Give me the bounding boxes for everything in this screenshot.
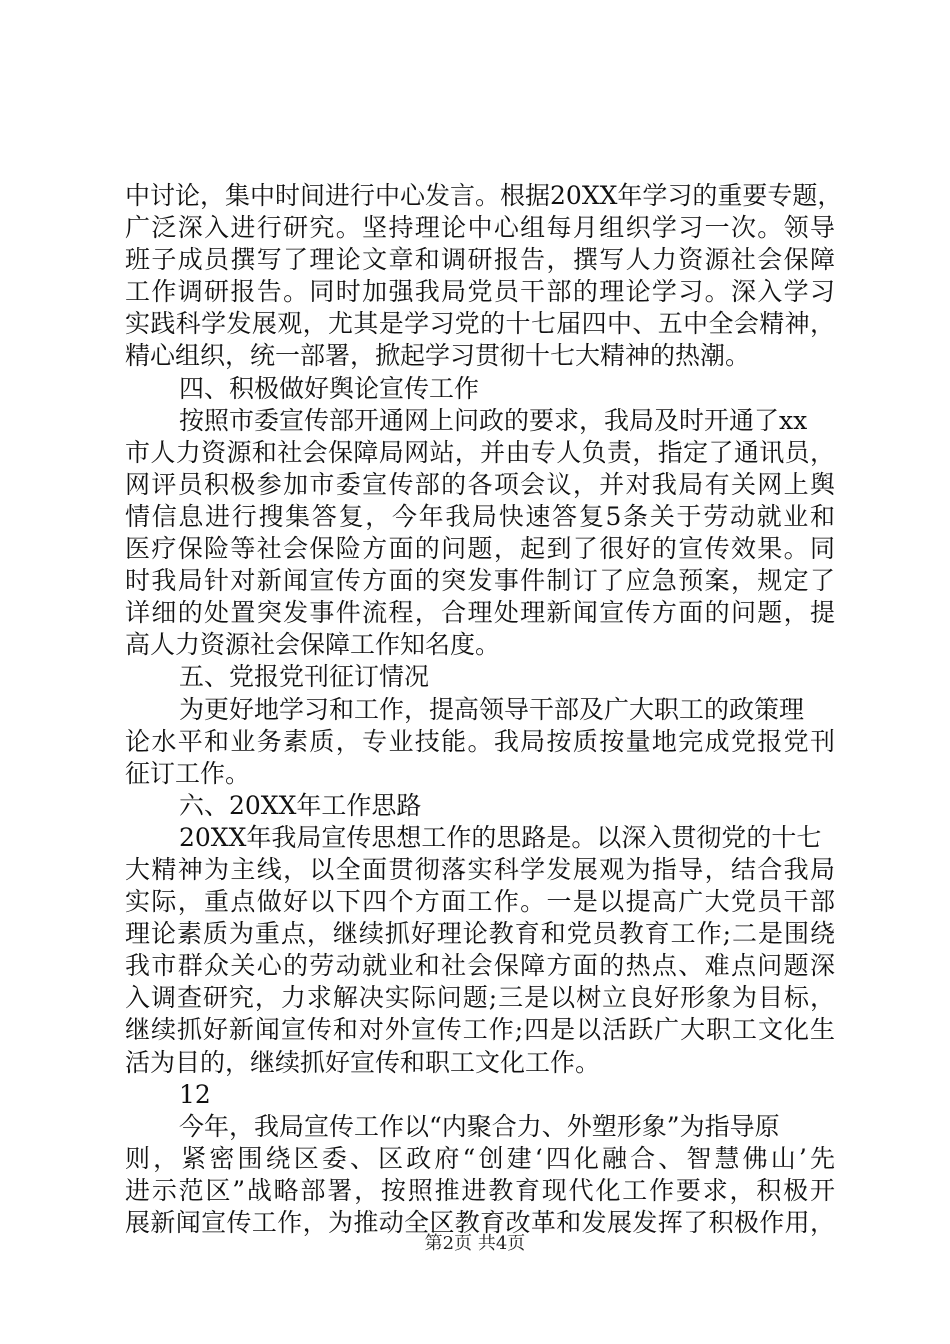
text-line: 广泛深入进行研究。坚持理论中心组每月组织学习一次。领导	[125, 213, 835, 243]
text-line: 高人力资源社会保障工作知名度。	[125, 630, 501, 660]
text-line: 班子成员撰写了理论文章和调研报告，撰写人力资源社会保障	[125, 245, 835, 275]
text-line: 则，紧密围绕区委、区政府“创建‘四化融合、智慧佛山’先	[125, 1143, 835, 1173]
text-line: 为更好地学习和工作，提高领导干部及广大职工的政策理	[179, 694, 805, 724]
text-line: 论水平和业务素质，专业技能。我局按质按量地完成党报党刊	[125, 726, 835, 756]
text-line: 入调查研究，力求解决实际问题;三是以树立良好形象为目标，	[125, 983, 835, 1013]
text-line: 实际，重点做好以下四个方面工作。一是以提高广大党员干部	[125, 887, 835, 917]
text-line: 我市群众关心的劳动就业和社会保障方面的热点、难点问题深	[125, 951, 835, 981]
text-line: 继续抓好新闻宣传和对外宣传工作;四是以活跃广大职工文化生	[125, 1015, 835, 1045]
text-line: 活为目的，继续抓好宣传和职工文化工作。	[125, 1047, 601, 1077]
paragraph-number: 12	[179, 1079, 211, 1109]
text-line: 情信息进行搜集答复，今年我局快速答复5条关于劳动就业和	[125, 501, 835, 531]
text-line: 精心组织，统一部署，掀起学习贯彻十七大精神的热潮。	[125, 341, 751, 371]
text-line: 医疗保险等社会保险方面的问题，起到了很好的宣传效果。同	[125, 534, 835, 564]
text-line: 展新闻宣传工作，为推动全区教育改革和发展发挥了积极作用，	[125, 1208, 835, 1237]
section-heading: 四、积极做好舆论宣传工作	[179, 373, 480, 403]
page-footer: 第2页 共4页	[424, 1233, 526, 1254]
document-body	[125, 180, 843, 1239]
text-line: 工作调研报告。同时加强我局党员干部的理论学习。深入学习	[125, 277, 835, 307]
text-line: 实践科学发展观，尤其是学习党的十七届四中、五中全会精神，	[125, 309, 835, 339]
text-line: 网评员积极参加市委宣传部的各项会议，并对我局有关网上舆	[125, 469, 835, 499]
text-line: 按照市委宣传部开通网上问政的要求，我局及时开通了xx	[179, 405, 808, 435]
text-line: 征订工作。	[125, 758, 251, 788]
section-heading: 六、20XX年工作思路	[179, 790, 422, 820]
text-line: 时我局针对新闻宣传方面的突发事件制订了应急预案，规定了	[125, 566, 835, 596]
text-line: 20XX年我局宣传思想工作的思路是。以深入贯彻党的十七	[179, 822, 822, 852]
text-line: 今年，我局宣传工作以“内聚合力、外塑形象”为指导原	[179, 1111, 780, 1141]
text-line: 中讨论，集中时间进行中心发言。根据20XX年学习的重要专题，	[125, 181, 843, 210]
text-line: 理论素质为重点，继续抓好理论教育和党员教育工作;二是围绕	[125, 919, 835, 949]
text-line: 详细的处置突发事件流程，合理处理新闻宣传方面的问题，提	[125, 598, 835, 628]
section-heading: 五、党报党刊征订情况	[179, 662, 430, 692]
text-line: 大精神为主线，以全面贯彻落实科学发展观为指导，结合我局	[125, 854, 835, 884]
text-line: 进示范区”战略部署，按照推进教育现代化工作要求，积极开	[125, 1175, 835, 1205]
text-line: 市人力资源和社会保障局网站，并由专人负责，指定了通讯员，	[125, 437, 835, 467]
